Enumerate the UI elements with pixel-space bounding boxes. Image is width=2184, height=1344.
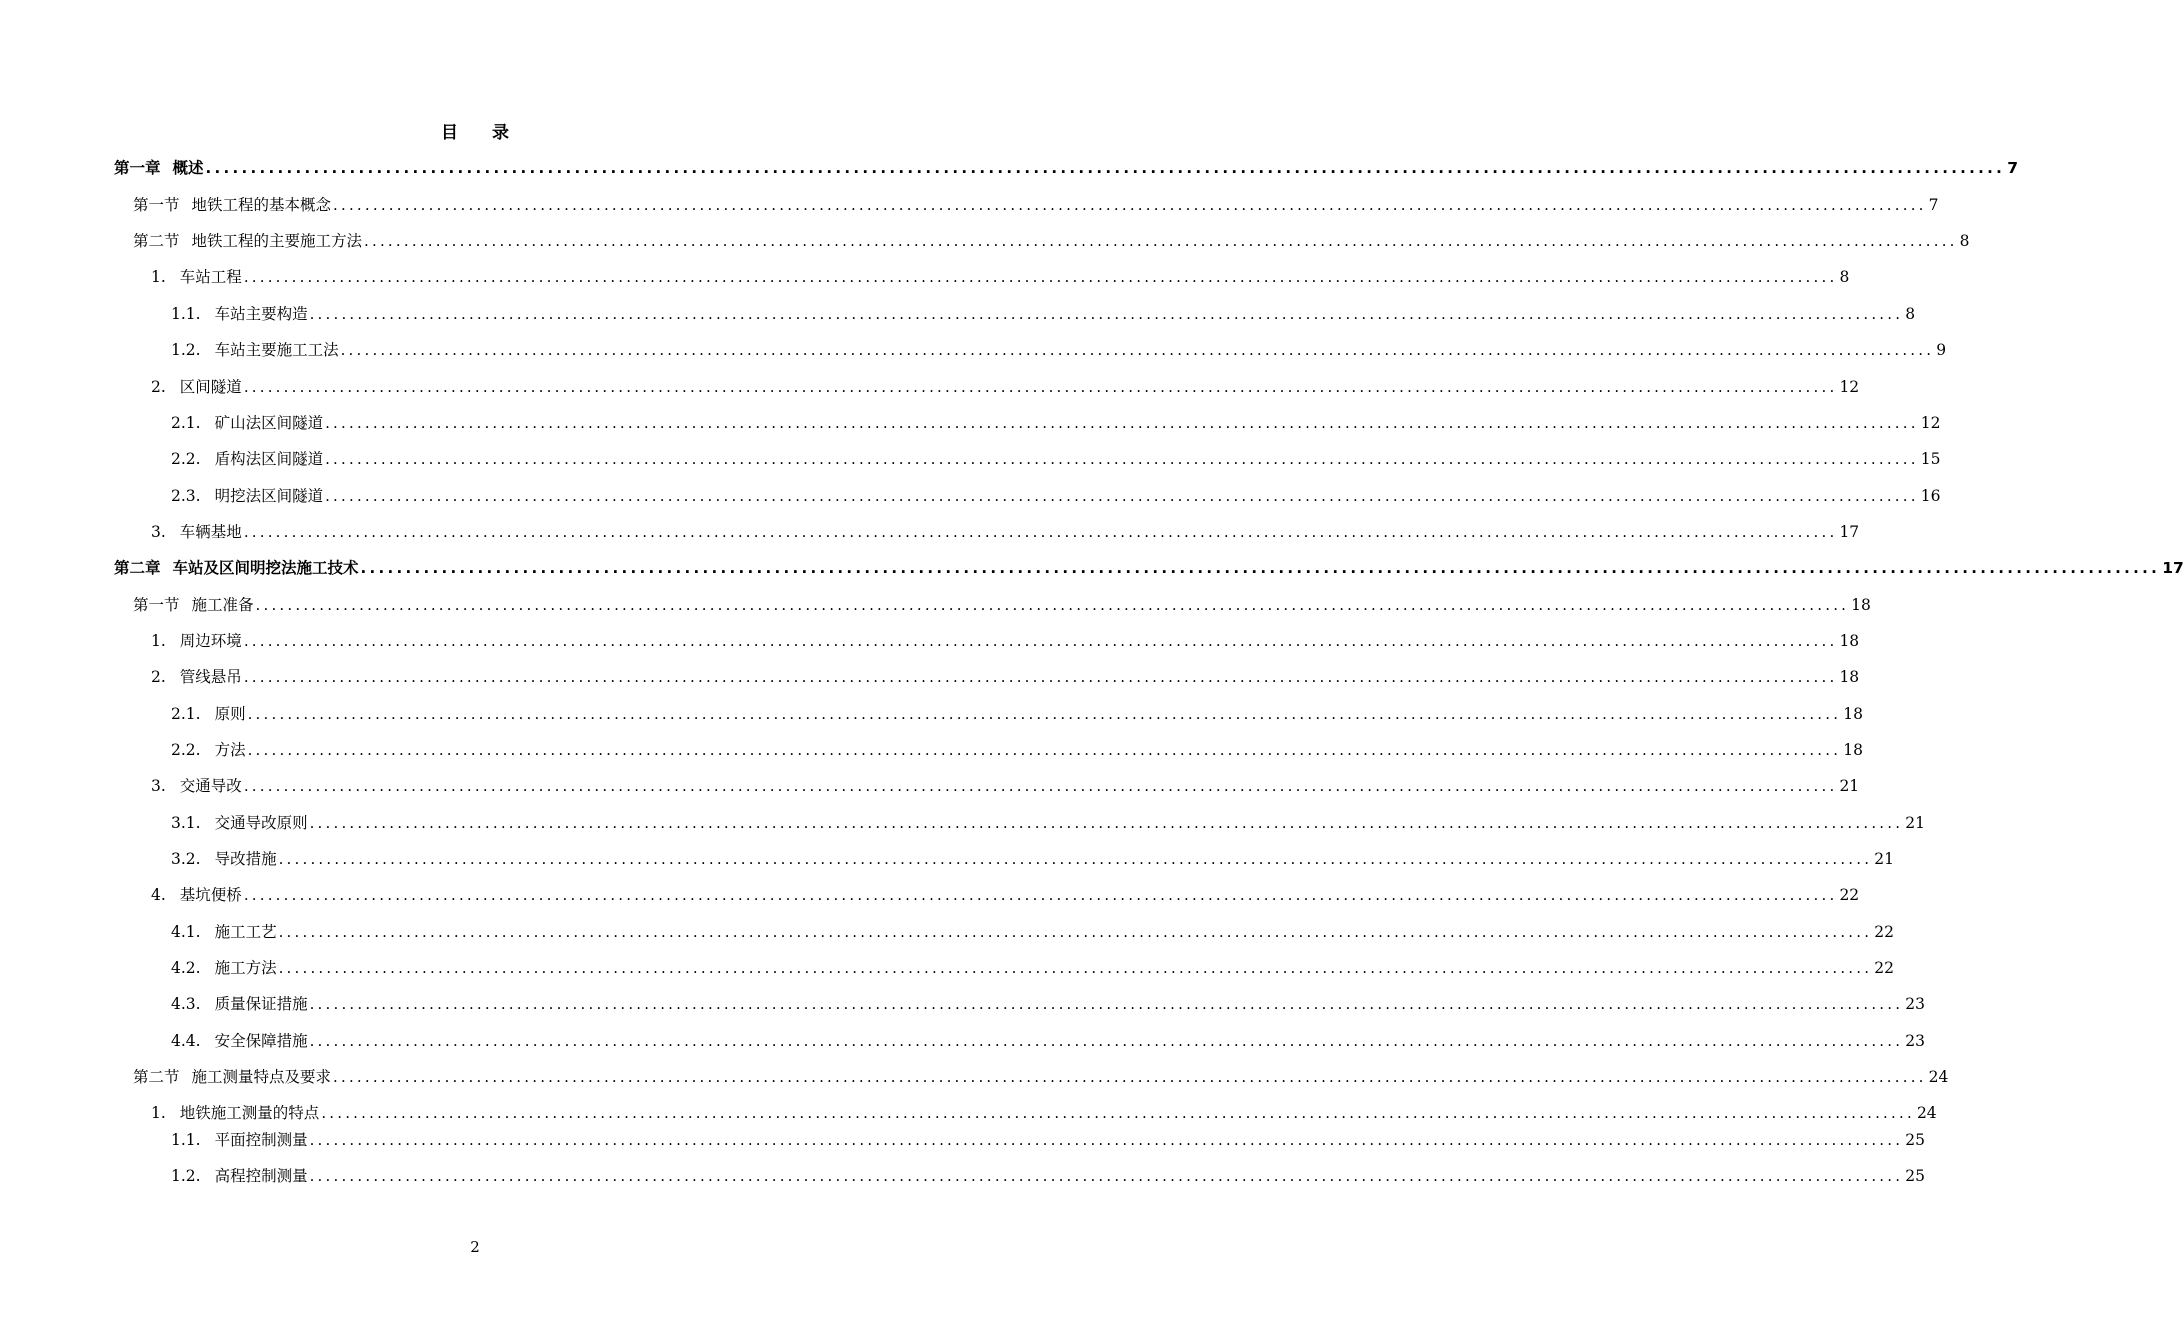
toc-entry-number: 3.2. (171, 850, 201, 868)
toc-entry-title: 原则 (214, 705, 246, 723)
toc-entry-number: 2.2. (171, 450, 201, 468)
toc-entry-page: 18 (1839, 632, 1860, 650)
toc-entry-number: 1.2. (171, 1167, 201, 1185)
toc-entry[interactable] (133, 229, 1970, 253)
toc-entry-title: 施工方法 (214, 959, 277, 977)
toc-entry-number: 第二章 (114, 559, 161, 577)
toc-entry-title: 交通导改原则 (214, 814, 308, 832)
toc-entry[interactable] (133, 1065, 1949, 1089)
toc-entry-page: 18 (1851, 596, 1871, 614)
toc-entry-number: 第二节 (133, 1068, 180, 1086)
toc-entry-number: 第一节 (133, 196, 180, 214)
toc-dot-leader: ........................................................................................................................................................................................................ (309, 305, 1904, 323)
toc-entry[interactable] (151, 265, 1850, 289)
toc-entry[interactable] (133, 193, 1939, 217)
toc-dot-leader: ........................................................................................................................................................................................................ (243, 268, 1838, 286)
toc-entry-title: 安全保障措施 (214, 1032, 308, 1050)
toc-entry-title: 车站及区间明挖法施工技术 (172, 559, 359, 577)
toc-entry-title: 施工测量特点及要求 (191, 1068, 332, 1086)
toc-dot-leader: ........................................................................................................................................................................................................ (333, 196, 1927, 214)
toc-dot-leader: ........................................................................................................................................................................................................ (278, 959, 1873, 977)
toc-entry-page: 7 (1928, 196, 1939, 214)
toc-entry-title: 平面控制测量 (214, 1131, 308, 1149)
toc-dot-leader: ........................................................................................................................................................................................................ (243, 632, 1838, 650)
toc-dot-leader: ........................................................................................................................................................................................................ (309, 1032, 1904, 1050)
toc-dot-leader: ........................................................................................................................................................................................................ (243, 378, 1838, 396)
toc-dot-leader: ........................................................................................................................................................................................................ (247, 705, 1842, 723)
toc-entry-page: 24 (1928, 1068, 1949, 1086)
toc-entry[interactable] (171, 484, 1941, 508)
toc-entry-number: 4. (151, 886, 166, 904)
toc-entry-number: 1. (151, 1104, 166, 1122)
toc-entry-title: 地铁工程的主要施工方法 (191, 232, 363, 250)
toc-entry[interactable] (171, 811, 1925, 835)
toc-entry-title: 高程控制测量 (214, 1167, 308, 1185)
toc-entry-page: 18 (1843, 741, 1863, 759)
toc-entry-title: 车站主要施工工法 (214, 341, 339, 359)
toc-dot-leader: ........................................................................................................................................................................................................ (243, 668, 1838, 686)
toc-entry-title: 概述 (172, 159, 204, 177)
toc-dot-leader: ........................................................................................................................................................................................................ (309, 1131, 1904, 1149)
toc-entry-number: 1. (151, 268, 166, 286)
toc-entry-number: 第一节 (133, 596, 180, 614)
toc-entry-page: 8 (1905, 305, 1916, 323)
toc-entry[interactable] (171, 702, 1863, 726)
toc-dot-leader: ........................................................................................................................................................................................................ (309, 1167, 1904, 1185)
toc-entry[interactable] (171, 920, 1894, 944)
toc-dot-leader: ........................................................................................................................................................................................................ (360, 559, 2161, 577)
toc-entry[interactable] (151, 774, 1860, 798)
toc-entry-page: 23 (1905, 995, 1925, 1013)
toc-entry[interactable] (151, 665, 1860, 689)
toc-title: 目 录 (441, 123, 523, 143)
toc-dot-leader: ........................................................................................................................................................................................................ (205, 159, 2006, 177)
toc-dot-leader: ........................................................................................................................................................................................................ (333, 1068, 1927, 1086)
toc-dot-leader: ........................................................................................................................................................................................................ (321, 1104, 1915, 1122)
toc-dot-leader: ........................................................................................................................................................................................................ (325, 487, 1919, 505)
toc-dot-leader: ........................................................................................................................................................................................................ (325, 450, 1919, 468)
toc-entry[interactable] (171, 411, 1941, 435)
toc-entry[interactable] (133, 593, 1871, 617)
toc-entry-number: 4.3. (171, 995, 201, 1013)
toc-entry-number: 1.2. (171, 341, 201, 359)
toc-entry-title: 车辆基地 (179, 523, 242, 541)
toc-dot-leader: ........................................................................................................................................................................................................ (247, 741, 1842, 759)
toc-dot-leader: ........................................................................................................................................................................................................ (278, 850, 1873, 868)
toc-entry-number: 3. (151, 523, 166, 541)
toc-dot-leader: ........................................................................................................................................................................................................ (243, 886, 1838, 904)
toc-entry-page: 17 (2162, 559, 2184, 577)
toc-entry-number: 1.1. (171, 305, 201, 323)
toc-entry-page: 17 (1839, 523, 1860, 541)
toc-entry-page: 7 (2007, 159, 2018, 177)
toc-entry-title: 地铁工程的基本概念 (191, 196, 332, 214)
toc-entry-number: 3.1. (171, 814, 201, 832)
toc-entry-title: 施工工艺 (214, 923, 277, 941)
toc-entry-page: 18 (1843, 705, 1863, 723)
toc-entry-title: 管线悬吊 (179, 668, 242, 686)
toc-dot-leader: ........................................................................................................................................................................................................ (325, 414, 1919, 432)
toc-entry-number: 第一章 (114, 159, 161, 177)
toc-entry[interactable] (171, 1029, 1925, 1053)
toc-entry-page: 25 (1905, 1131, 1925, 1149)
toc-entry[interactable] (151, 883, 1860, 907)
toc-entry[interactable] (171, 302, 1916, 326)
toc-entry[interactable] (171, 338, 1947, 362)
toc-entry-title: 质量保证措施 (214, 995, 308, 1013)
toc-entry-page: 9 (1936, 341, 1947, 359)
toc-entry-title: 明挖法区间隧道 (214, 487, 324, 505)
toc-entry-number: 2.2. (171, 741, 201, 759)
toc-entry-title: 方法 (214, 741, 246, 759)
toc-entry-page: 15 (1920, 450, 1941, 468)
toc-entry-page: 21 (1905, 814, 1925, 832)
toc-entry-number: 1.1. (171, 1131, 201, 1149)
toc-entry[interactable] (171, 447, 1941, 471)
toc-entry[interactable] (151, 1101, 1937, 1125)
toc-dot-leader: ........................................................................................................................................................................................................ (243, 523, 1838, 541)
toc-entry-title: 车站工程 (179, 268, 242, 286)
toc-entry-title: 区间隧道 (179, 378, 242, 396)
toc-entry[interactable] (171, 992, 1925, 1016)
toc-entry[interactable] (151, 629, 1860, 653)
toc-entry-title: 周边环境 (179, 632, 242, 650)
toc-entry[interactable] (171, 1164, 1925, 1188)
toc-entry-page: 12 (1920, 414, 1941, 432)
toc-dot-leader: ........................................................................................................................................................................................................ (364, 232, 1958, 250)
toc-entry-number: 3. (151, 777, 166, 795)
toc-entry[interactable] (151, 520, 1860, 544)
toc-entry-title: 交通导改 (179, 777, 242, 795)
toc-entry[interactable] (171, 956, 1894, 980)
toc-entry-number: 4.4. (171, 1032, 201, 1050)
toc-entry-number: 2.3. (171, 487, 201, 505)
toc-entry-page: 23 (1905, 1032, 1925, 1050)
toc-entry-title: 矿山法区间隧道 (214, 414, 324, 432)
toc-chapter-entry[interactable] (114, 556, 2184, 580)
toc-entry-page: 22 (1839, 886, 1860, 904)
toc-entry-number: 2. (151, 668, 166, 686)
toc-entry-page: 16 (1920, 487, 1941, 505)
toc-entry-title: 施工准备 (191, 596, 254, 614)
toc-entry-number: 4.1. (171, 923, 201, 941)
toc-entry-page: 21 (1874, 850, 1894, 868)
toc-entry-title: 车站主要构造 (214, 305, 308, 323)
toc-entry-title: 盾构法区间隧道 (214, 450, 324, 468)
toc-entry-page: 24 (1916, 1104, 1937, 1122)
toc-entry-number: 2.1. (171, 414, 201, 432)
toc-entry-page: 25 (1905, 1167, 1925, 1185)
toc-dot-leader: ........................................................................................................................................................................................................ (255, 596, 1850, 614)
toc-entry-page: 22 (1874, 923, 1894, 941)
toc-entry-number: 2.1. (171, 705, 201, 723)
toc-entry[interactable] (171, 1128, 1925, 1152)
toc-entry-page: 8 (1959, 232, 1970, 250)
toc-entry-number: 2. (151, 378, 166, 396)
toc-dot-leader: ........................................................................................................................................................................................................ (309, 995, 1904, 1013)
toc-entry-page: 22 (1874, 959, 1894, 977)
toc-entry[interactable] (151, 375, 1860, 399)
toc-entry-page: 21 (1839, 777, 1860, 795)
toc-entry-title: 导改措施 (214, 850, 277, 868)
toc-entry-page: 12 (1839, 378, 1860, 396)
toc-entry-title: 地铁施工测量的特点 (179, 1104, 320, 1122)
toc-entry-title: 基坑便桥 (179, 886, 242, 904)
toc-entry-page: 18 (1839, 668, 1860, 686)
toc-entry[interactable] (171, 738, 1863, 762)
toc-dot-leader: ........................................................................................................................................................................................................ (340, 341, 1935, 359)
toc-dot-leader: ........................................................................................................................................................................................................ (243, 777, 1838, 795)
page-number: 2 (470, 1238, 480, 1256)
toc-chapter-entry[interactable] (114, 156, 2018, 180)
toc-entry-number: 4.2. (171, 959, 201, 977)
toc-entry-number: 第二节 (133, 232, 180, 250)
toc-dot-leader: ........................................................................................................................................................................................................ (309, 814, 1904, 832)
toc-entry[interactable] (171, 847, 1894, 871)
toc-entry-number: 1. (151, 632, 166, 650)
toc-dot-leader: ........................................................................................................................................................................................................ (278, 923, 1873, 941)
toc-entry-page: 8 (1839, 268, 1850, 286)
